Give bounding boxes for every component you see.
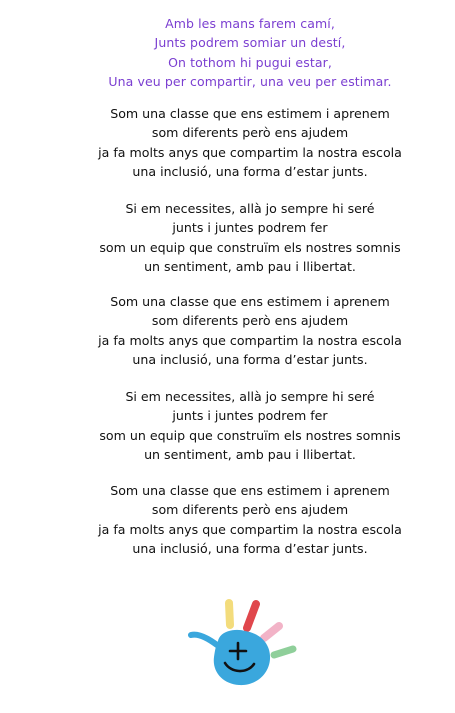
lyric-line: una inclusió, una forma d’estar junts.	[132, 163, 368, 179]
lyric-line: junts i juntes podrem fer	[172, 408, 328, 424]
lyric-line: ja fa molts anys que compartim la nostra escola	[98, 332, 402, 348]
intro-line: On tothom hi pugui estar,	[168, 54, 332, 70]
finger-pink	[264, 626, 279, 638]
lyric-line: Som una classe que ens estimem i aprenem	[110, 294, 390, 309]
lyric-line: Si em necessites, allà jo sempre hi seré	[125, 389, 375, 404]
lyric-line: Som una classe que ens estimem i aprenem	[110, 483, 390, 498]
stanza-5	[0, 481, 455, 558]
intro-verse	[0, 14, 455, 91]
lyric-line: Si em necessites, allà jo sempre hi seré	[125, 201, 375, 216]
intro-line: Amb les mans farem camí,	[165, 16, 335, 31]
lyric-line: som diferents però ens ajudem	[151, 502, 349, 518]
stanza-4	[0, 387, 455, 464]
finger-red	[247, 604, 256, 628]
intro-line: Junts podrem somiar un destí,	[154, 35, 346, 51]
stanza-2	[0, 199, 455, 276]
hand-print-smiley-icon	[185, 595, 300, 695]
lyric-line: una inclusió, una forma d’estar junts.	[132, 540, 368, 556]
thumb-stroke	[191, 635, 217, 645]
finger-green	[274, 649, 293, 655]
intro-line: Una veu per compartir, una veu per estimar.	[108, 73, 392, 89]
stanza-3	[0, 292, 455, 369]
lyric-line: un sentiment, amb pau i llibertat.	[144, 258, 356, 274]
lyric-line: ja fa molts anys que compartim la nostra escola	[98, 144, 402, 160]
stanza-1	[0, 104, 455, 181]
lyric-line: Som una classe que ens estimem i aprenem	[110, 106, 390, 121]
lyric-line: som diferents però ens ajudem	[151, 313, 349, 329]
finger-yellow	[229, 603, 230, 625]
lyric-line: una inclusió, una forma d’estar junts.	[132, 351, 368, 367]
lyric-line: som diferents però ens ajudem	[151, 125, 349, 141]
lyric-line: som un equip que construïm els nostres somnis	[99, 427, 401, 443]
lyric-line: ja fa molts anys que compartim la nostra escola	[98, 521, 402, 537]
lyric-line: junts i juntes podrem fer	[172, 220, 328, 236]
lyric-line: som un equip que construïm els nostres somnis	[99, 239, 401, 255]
lyric-line: un sentiment, amb pau i llibertat.	[144, 446, 356, 462]
